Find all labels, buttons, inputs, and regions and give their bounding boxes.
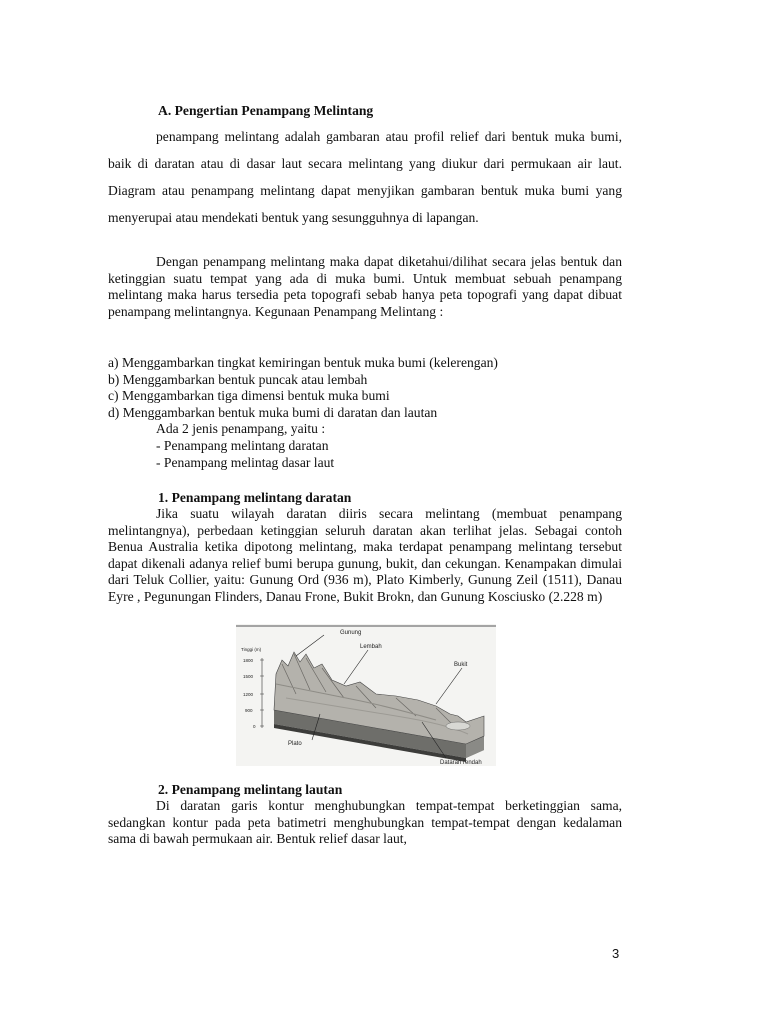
section-a-paragraph-1: penampang melintang adalah gambaran atau profil relief dari bentuk muka bumi, baik di daratan atau di dasar laut secara melintang yang diukur dari permukaan air laut. Diagram atau penampang melintang dapat menyjikan gambaran bentuk muka bumi yang menyerupai atau mendekati bentuk yang sesungguhnya di lapangan. (108, 129, 622, 225)
uses-list (108, 355, 622, 471)
list-item: b) Menggambarkan bentuk puncak atau lembah (108, 371, 368, 387)
types-intro: Ada 2 jenis penampang, yaitu : (156, 421, 326, 437)
cross-section-figure (236, 624, 496, 766)
list-item: a) Menggambarkan tingkat kemiringan bentuk muka bumi (kelerengan) (108, 355, 498, 370)
tick-label: 900 (245, 708, 253, 713)
axis-label: Tinggi (m) (241, 647, 262, 652)
list-item: c) Menggambarkan tiga dimensi bentuk muka bumi (108, 388, 390, 404)
label-plato: Plato (288, 741, 302, 747)
tick-label: 1500 (243, 674, 254, 679)
section-1-paragraph: Jika suatu wilayah daratan diiris secara melintang (membuat penampang melintangnya), perbedaan ketinggian seluruh daratan akan terlihat jelas. Sebagai contoh Benua Australia ketika dipotong melintang, maka terdapat penampang melintang tersebut dapat dikenali adanya relief bumi berupa gunung, bukit, dan cekungan. Kenampakan dimulai dari Teluk Collier, yaitu: Gunung Ord (936 m), Plato Kimberly, Gunung Zeil (1511), Danau Eyre , Pegunungan Flinders, Danau Frone, Bukit Brokn, dan Gunung Kosciusko (2.228 m) (108, 506, 622, 604)
label-bukit: Bukit (454, 662, 468, 668)
section-a-heading: A. Pengertian Penampang Melintang (158, 103, 374, 118)
list-item: - Penampang melintag dasar laut (156, 454, 335, 470)
list-item: - Penampang melintang daratan (156, 437, 329, 453)
section-2-paragraph: Di daratan garis kontur menghubungkan tempat-tempat berketinggian sama, sedangkan kontur pada peta batimetri menghubungkan tempat-tempat dengan kedalaman sama di bawah permukaan air. Bentuk relief dasar laut, (108, 798, 622, 847)
cross-section-illustration (236, 624, 496, 766)
tick-label: 1800 (243, 658, 254, 663)
list-item: d) Menggambarkan bentuk muka bumi di daratan dan lautan (108, 404, 438, 420)
section-a-paragraph-2: Dengan penampang melintang maka dapat diketahui/dilihat secara jelas bentuk dan ketinggian suatu tempat yang ada di muka bumi. Untuk membuat sebuah penampang melintang maka harus tersedia peta topografi sebab hanya peta topografi yang dapat dibuat penampang melintangnya. Kegunaan Penampang Melintang : (108, 254, 622, 319)
label-gunung: Gunung (340, 630, 362, 636)
page-number: 3 (612, 946, 620, 961)
section-1-heading: 1. Penampang melintang daratan (158, 490, 352, 505)
label-dataran-rendah: Dataran rendah (440, 760, 482, 766)
tick-label: 0 (253, 724, 256, 729)
label-lembah: Lembah (360, 644, 382, 650)
tick-label: 1200 (243, 692, 254, 697)
section-2-heading: 2. Penampang melintang lautan (158, 782, 343, 797)
